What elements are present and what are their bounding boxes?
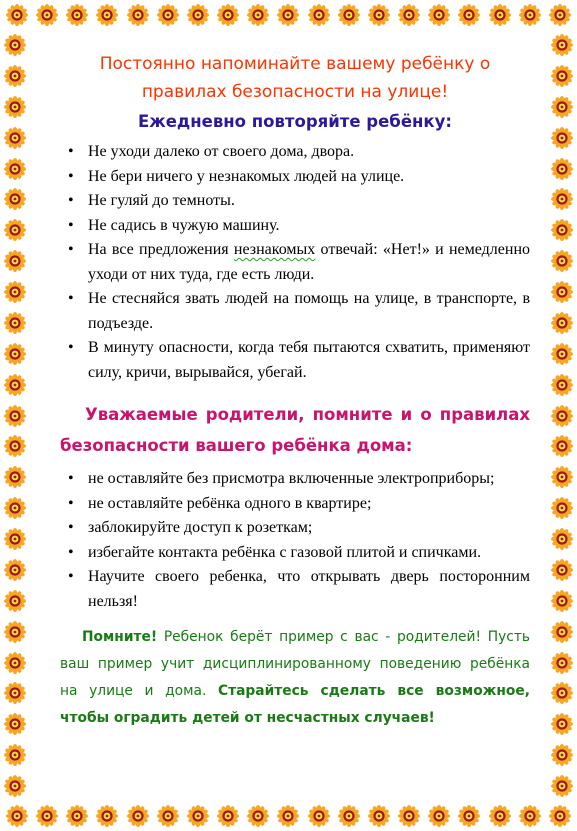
sun-icon [551,65,573,87]
sun-icon [66,4,88,26]
list-item: • В минуту опасности, когда тебя пытаются схватить, применяют силу, кричи, вырывайся, убегай. [88,336,530,385]
sun-icon [4,682,26,704]
sun-icon [4,713,26,735]
sun-icon [489,805,511,827]
sun-icon [127,805,149,827]
sun-icon [4,466,26,488]
sun-icon [4,559,26,581]
sun-icon [4,775,26,797]
list-item: • На все предложения незнакомых отвечай: «Нет!» и немедленно уходи от них туда, где есть люди. [88,238,530,287]
sun-icon [551,127,573,149]
sun-icon [4,250,26,272]
sun-icon [4,158,26,180]
sun-icon [127,4,149,26]
street-rules-list [60,140,530,385]
sun-icon [4,744,26,766]
sun-icon [551,343,573,365]
sun-icon [551,188,573,210]
sun-icon [4,405,26,427]
sun-icon [338,805,360,827]
sun-icon [4,528,26,550]
sun-icon [4,590,26,612]
sun-icon [519,4,541,26]
sun-icon [247,805,269,827]
list-item: • не оставляйте ребёнка одного в квартире; [88,492,530,517]
sun-icon [551,158,573,180]
page-subtitle: Ежедневно повторяйте ребёнку: [138,112,452,131]
sun-icon [428,4,450,26]
sun-icon [551,713,573,735]
sun-icon [96,805,118,827]
sun-icon [4,34,26,56]
sun-icon [4,96,26,118]
sun-icon [4,435,26,457]
sun-icon [551,466,573,488]
home-rules-list [60,467,530,614]
closing-bold-start: Помните! [82,629,158,645]
sun-icon [4,497,26,519]
sun-icon [308,4,330,26]
sun-icon [4,374,26,396]
sun-icon [36,4,58,26]
sun-icon [4,127,26,149]
sun-icon [308,805,330,827]
page-border-left [0,30,30,801]
sun-icon [4,652,26,674]
sun-icon [551,374,573,396]
sun-icon [66,805,88,827]
sun-icon [551,405,573,427]
sun-icon [187,4,209,26]
sun-icon [549,805,571,827]
sun-icon [428,805,450,827]
sun-icon [277,4,299,26]
sun-icon [551,682,573,704]
sun-icon [4,219,26,241]
list-item: • Не бери ничего у незнакомых людей на улице. [88,165,530,190]
sun-icon [4,621,26,643]
sun-icon [157,4,179,26]
list-item: • Не гуляй до темноты. [88,189,530,214]
sun-icon [36,805,58,827]
closing-middle: Ребенок берёт пример с вас - родителей! Пусть ваш пример учит дисциплинированному поведению ребёнка на улице и дома. [60,629,530,699]
list-item: • не оставляйте без присмотра включенные электроприборы; [88,467,530,492]
sun-icon [368,4,390,26]
sun-icon [217,4,239,26]
list-item: • Не садись в чужую машину. [88,214,530,239]
sun-icon [489,4,511,26]
sun-icon [549,4,571,26]
sun-icon [458,4,480,26]
sun-icon [4,312,26,334]
sun-icon [4,343,26,365]
sun-icon [551,621,573,643]
sun-icon [4,65,26,87]
sun-icon [157,805,179,827]
sun-icon [368,805,390,827]
sun-icon [96,4,118,26]
sun-icon [551,250,573,272]
sun-icon [551,435,573,457]
underlined-word: незнакомых [233,241,316,258]
sun-icon [338,4,360,26]
sun-icon [551,652,573,674]
sun-icon [551,775,573,797]
page-title: Постоянно напоминайте вашему ребёнку о правилах безопасности на улице! [99,54,491,102]
list-item: • заблокируйте доступ к розеткам; [88,516,530,541]
list-item: • Не стесняйся звать людей на помощь на улице, в транспорте, в подъезде. [88,287,530,336]
sun-icon [551,528,573,550]
page-border-right [547,30,577,801]
sun-icon [551,312,573,334]
sun-icon [187,805,209,827]
sun-icon [551,590,573,612]
sun-icon [551,497,573,519]
sun-icon [458,805,480,827]
sun-icon [4,281,26,303]
home-safety-heading: Уважаемые родители, помните и о правилах безопасности вашего ребёнка дома: [60,405,530,455]
sun-icon [551,219,573,241]
sun-icon [551,744,573,766]
sun-icon [551,34,573,56]
sun-icon [398,805,420,827]
list-item: • избегайте контакта ребёнка с газовой плитой и спичками. [88,541,530,566]
list-item: • Научите своего ребенка, что открывать дверь посторонним нельзя! [88,565,530,614]
list-item: • Не уходи далеко от своего дома, двора. [88,140,530,165]
document-body [60,50,530,732]
page-border-top [0,0,577,30]
sun-icon [519,805,541,827]
sun-icon [6,805,28,827]
sun-icon [551,559,573,581]
closing-bold-end: Старайтесь сделать все возможное, чтобы оградить детей от несчастных случаев! [60,683,531,726]
sun-icon [247,4,269,26]
sun-icon [217,805,239,827]
sun-icon [6,4,28,26]
sun-icon [277,805,299,827]
sun-icon [398,4,420,26]
closing-paragraph [60,624,530,732]
page-border-bottom [0,801,577,831]
sun-icon [551,96,573,118]
sun-icon [551,281,573,303]
sun-icon [4,188,26,210]
